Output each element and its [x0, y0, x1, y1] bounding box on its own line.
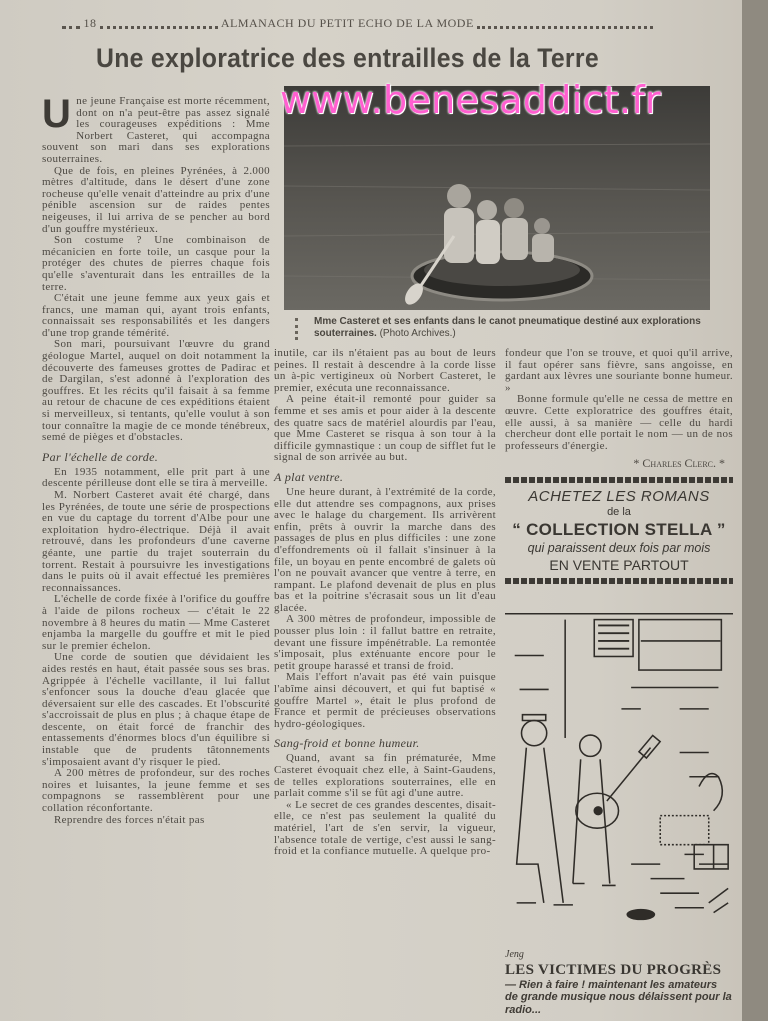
article-paragraph: Que de fois, en pleines Pyrénées, à 2.000 mètres d'altitude, dans le désert d'une zone rocheuse qu'elle venait d'atteindre au prix d'une pénible ascension sur de raides pentes neigeuses, il lui arriva de se pencher au bord d'un gouffre mystérieux.: [42, 164, 270, 235]
publication-name: ALMANACH DU PETIT ECHO DE LA MODE: [220, 16, 474, 30]
photo-caption: [314, 316, 714, 340]
article-paragraph: « Le secret de ces grandes descentes, disait-elle, ce n'est pas seulement la qualité du matériel, l'art de s'en servir, la vigueur, l'absence totale de vertige, c'est aussi le sang-froid et la confiance mutuelle. A quelque pro-: [274, 798, 496, 858]
advert-collection-name: “ COLLECTION STELLA ”: [512, 520, 726, 540]
page-number: 18: [83, 16, 97, 30]
article-paragraph: Bonne formule qu'elle ne cessa de mettre en œuvre. Cette exploratrice des gouffres était, elle aussi, à sa manière — celle du hardi chercheur dont elle portait le nom — un de nos professeurs d'énergie.: [505, 393, 733, 452]
advert-line-5: EN VENTE PARTOUT: [549, 557, 689, 574]
advert-line-1: ACHETEZ LES ROMANS: [528, 488, 710, 506]
caption-text: Mme Casteret et ses enfants dans le canot pneumatique destiné aux explorations souterraines.: [314, 316, 701, 339]
article-paragraph: Quand, avant sa fin prématurée, Mme Casteret évoquait chez elle, à Saint-Gaudens, de telles explorations souterraines, elle en parlait comme s'il se fût agi d'une autre.: [274, 752, 496, 800]
article-paragraph: inutile, car ils n'étaient pas au bout de leurs peines. Il restait à descendre à la corde lisse un à-pic vertigineux où Norbert Casteret, le premier, exécuta une reconnaissance.: [274, 347, 496, 394]
right-column: [505, 348, 733, 1016]
section-heading: Par l'échelle de corde.: [42, 449, 159, 464]
photo-credit: (Photo Archives.): [379, 328, 456, 339]
advert-line-4: qui paraissent deux fois par mois: [527, 541, 711, 556]
divider-rule: [505, 477, 733, 483]
article-paragraph: Une corde de soutien que dévidaient les aides restés en haut, était passée sous ses bras. Agrippée à l'échelle vacillante, il lui fallut s'enfoncer sous la douche d'eau glacée que déversaient sur elle des cascades. Et l'obscurité s'accroissait de plus en plus ; à chaque étape de descente, on était forcé de franchir des entassements d'énormes blocs d'un équilibre si instable que de prudents tâtonnements s'imposaient avant d'y risquer le pied.: [42, 651, 270, 768]
running-header: [62, 16, 722, 31]
header-dots: [62, 20, 80, 29]
cartoon-caption: — Rien à faire ! maintenant les amateurs de grande musique nous délaissent pour la radio...: [505, 978, 732, 1016]
article-paragraph: L'échelle de corde fixée à l'orifice du gouffre à l'aide de pilons rocheux — c'était le 22 novembre à 8 heures du matin — Mme Casteret enjamba la margelle du gouffre et mit le pied sur le premier échelon.: [42, 593, 270, 652]
article-paragraph: ne jeune Française est morte récemment, dont on n'a peut-être pas assez signalé les courageuses expéditions : Mme Norbert Casteret, qui accompagna souvent son mari dans ses explorations souterraines.: [42, 95, 270, 165]
article-paragraph: M. Norbert Casteret avait été chargé, dans les Pyrénées, de toute une série de prospections en vue du captage du torrent d'Albe pour une exploitation hydro-électrique. Déjà il avait retrouvé, dans les profondeurs d'une caverne géante, une partie du trajet souterrain du torrent. Restait à poursuivre les investigations dans le puits où il avait effectué les premières reconnaissances.: [42, 489, 270, 594]
caption-dots: [295, 318, 302, 340]
drop-cap: U: [42, 92, 72, 136]
article-paragraph: C'était une jeune femme aux yeux gais et francs, une maman qui, ayant trois enfants, connaissait ses responsabilités et les dangers d'une trop grande témérité.: [42, 292, 270, 339]
divider-rule: [505, 578, 733, 584]
cartoon-street-musicians: [505, 586, 733, 948]
advert-line-2: de la: [607, 506, 631, 519]
article-paragraph: Mais l'effort n'avait pas été vain puisque l'abîme ainsi découvert, et qui fut baptisé « gouffre Martel », était le plus profond de France et permit de précieuses observations hydro-géologiques.: [274, 671, 496, 730]
author-signature: * Charles Clerc. *: [633, 456, 725, 471]
article-paragraph: Une heure durant, à l'extrémité de la corde, elle dut attendre ses compagnons, aux prises avec le halage du chargement. Ils arrivèrent enfin, prêts à ouvrir la marche dans des passages de plus en plus difficiles : une zone d'effondrements où il fallait s'insinuer à la file, un boyau en pente encombré de galets où l'on ne pouvait avancer que ventre à terre, en rampant. Le plafond devenait de plus en plus bas et la poitrine s'écrasait sous un lit d'eau glacée.: [274, 485, 496, 614]
article-column-3: [505, 348, 733, 452]
section-heading: A plat ventre.: [274, 469, 344, 484]
section-heading: Sang-froid et bonne humeur.: [274, 736, 420, 751]
watermark: www.benesaddict.fr: [280, 78, 661, 122]
header-dots: [477, 20, 653, 29]
header-dots: [100, 20, 218, 29]
article-title: Une exploratrice des entrailles de la Terre: [96, 43, 599, 73]
article-paragraph: En 1935 notamment, elle prit part à une descente périlleuse dont elle se tira à merveille.: [42, 465, 270, 490]
article-paragraph: Son mari, poursuivant l'œuvre du grand géologue Martel, auquel on doit notamment la découverte des fameuses grottes de Padirac et de Dargilan, s'est adonné à l'exploration des gouffres. Et les récits qu'il faisait à sa femme au retour de chacune de ces expéditions étaient si merveilleux, si tentants, qu'elle voulut à son tour connaître la magie de ce monde ténébreux, semé de pièges et d'obstacles.: [42, 338, 270, 444]
article-column-1: [42, 92, 270, 826]
article-column-2: [274, 348, 496, 858]
cartoon-title: LES VICTIMES DU PROGRÈS: [505, 961, 722, 978]
article-paragraph: Son costume ? Une combinaison de mécanicien en forte toile, un casque pour la protéger des chutes de pierres chaque fois qu'elle s'aventurait dans les entrailles de la terre.: [42, 234, 270, 293]
article-paragraph: A peine était-il remonté pour guider sa femme et ses amis et pour aider à la descente des quatre sacs de matériel alourdis par l'eau, que Mme Casteret se risqua à son tour à la difficile gymnastique : un coup de sifflet fut le signal de son arrivée au but.: [274, 393, 496, 464]
article-paragraph: A 300 mètres de profondeur, impossible de pousser plus loin : il fallut battre en retraite, devant une fissure impénétrable. La remontée s'imposait, plus exténuante encore pour le petit groupe harassé et transi de froid.: [274, 613, 496, 672]
artist-signature: Jeng: [505, 948, 524, 960]
article-paragraph: A 200 mètres de profondeur, sur des roches noires et luisantes, la jeune femme et ses compagnons se rassemblèrent pour une collation réconfortante.: [42, 767, 270, 815]
article-paragraph: fondeur que l'on se trouve, et quoi qu'il arrive, il faut opérer sans fièvre, sans angoisse, en gardant aux lèvres une souriante bonne humeur. »: [505, 347, 733, 394]
article-paragraph: Reprendre des forces n'était pas: [54, 813, 205, 826]
